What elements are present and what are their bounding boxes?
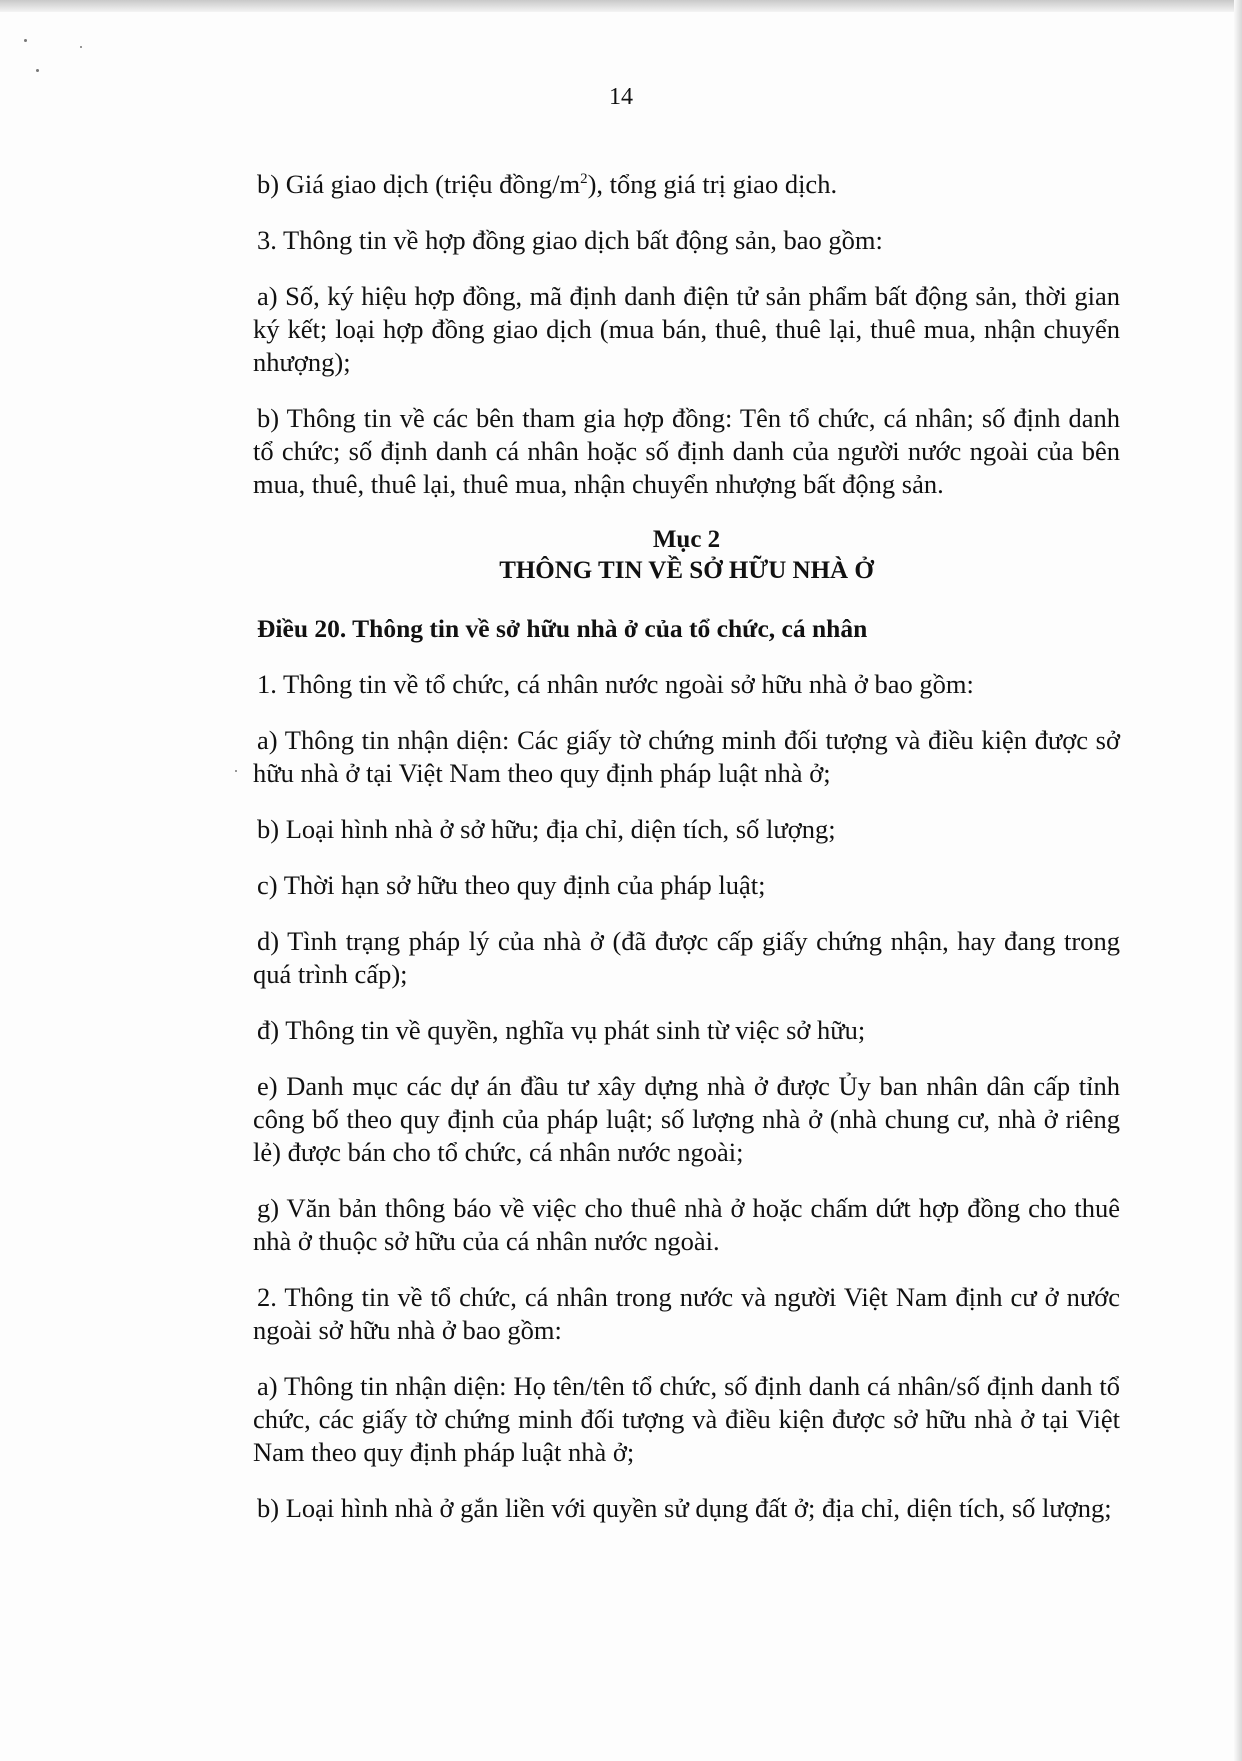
paragraph: e) Danh mục các dự án đầu tư xây dựng nhà ở được Ủy ban nhân dân cấp tỉnh công bố theo quy định của pháp luật; số lượng nhà ở (nhà chung cư, nhà ở riêng lẻ) được bán cho tổ chức, cá nhân nước ngoài; — [253, 1071, 1120, 1167]
paragraph-contract-number: a) Số, ký hiệu hợp đồng, mã định danh điện tử sản phẩm bất động sản, thời gian ký kết; loại hợp đồng giao dịch (mua bán, thuê, thuê lại, thuê mua, nhận chuyển nhượng); — [253, 281, 1120, 377]
article-title: Điều 20. Thông tin về sở hữu nhà ở của tổ chức, cá nhân — [257, 614, 868, 643]
paragraph: đ) Thông tin về quyền, nghĩa vụ phát sinh từ việc sở hữu; — [257, 1015, 866, 1045]
paragraph: c) Thời hạn sở hữu theo quy định của pháp luật; — [257, 870, 766, 900]
page-number: 14 — [609, 84, 633, 110]
scan-right-edge — [1234, 0, 1242, 1761]
paragraph: b) Loại hình nhà ở sở hữu; địa chỉ, diện tích, số lượng; — [257, 814, 836, 844]
paragraph: d) Tình trạng pháp lý của nhà ở (đã được cấp giấy chứng nhận, hay đang trong quá trình cấp); — [253, 926, 1120, 989]
superscript-two: 2 — [580, 171, 588, 188]
scan-speck — [36, 69, 39, 72]
paragraph: b) Loại hình nhà ở gắn liền với quyền sử dụng đất ở; địa chỉ, diện tích, số lượng; — [257, 1493, 1112, 1523]
scan-speck — [80, 46, 82, 48]
paragraph: 2. Thông tin về tổ chức, cá nhân trong nước và người Việt Nam định cư ở nước ngoài sở hữu nhà ở bao gồm: — [253, 1282, 1120, 1345]
section-label: Mục 2 — [652, 526, 721, 553]
paragraph-contract-parties: b) Thông tin về các bên tham gia hợp đồng: Tên tổ chức, cá nhân; số định danh tổ chức; số định danh cá nhân hoặc số định danh của người nước ngoài của bên mua, thuê, thuê lại, thuê mua, nhận chuyển nhượng bất động sản. — [253, 403, 1120, 499]
paragraph: g) Văn bản thông báo về việc cho thuê nhà ở hoặc chấm dứt hợp đồng cho thuê nhà ở thuộc sở hữu của cá nhân nước ngoài. — [253, 1193, 1120, 1256]
paragraph: 1. Thông tin về tổ chức, cá nhân nước ngoài sở hữu nhà ở bao gồm: — [257, 669, 974, 699]
paragraph-price-text-end: ), tổng giá trị giao dịch. — [587, 169, 838, 199]
paragraph: a) Thông tin nhận diện: Các giấy tờ chứng minh đối tượng và điều kiện được sở hữu nhà ở tại Việt Nam theo quy định pháp luật nhà ở; — [253, 725, 1120, 788]
paragraph-contract-info: 3. Thông tin về hợp đồng giao dịch bất động sản, bao gồm: — [257, 225, 883, 255]
paragraph: a) Thông tin nhận diện: Họ tên/tên tổ chức, số định danh cá nhân/số định danh tổ chức, các giấy tờ chứng minh đối tượng và điều kiện được sở hữu nhà ở tại Việt Nam theo quy định pháp luật nhà ở; — [253, 1371, 1120, 1467]
section-title: THÔNG TIN VỀ SỞ HỮU NHÀ Ở — [499, 557, 874, 584]
document-body — [253, 168, 1120, 1548]
paragraph-price — [253, 168, 1120, 201]
scan-top-edge — [0, 0, 1242, 12]
scan-speck — [235, 770, 237, 772]
paragraph-price-text: b) Giá giao dịch (triệu đồng/m — [257, 169, 581, 199]
scan-speck — [24, 39, 27, 42]
